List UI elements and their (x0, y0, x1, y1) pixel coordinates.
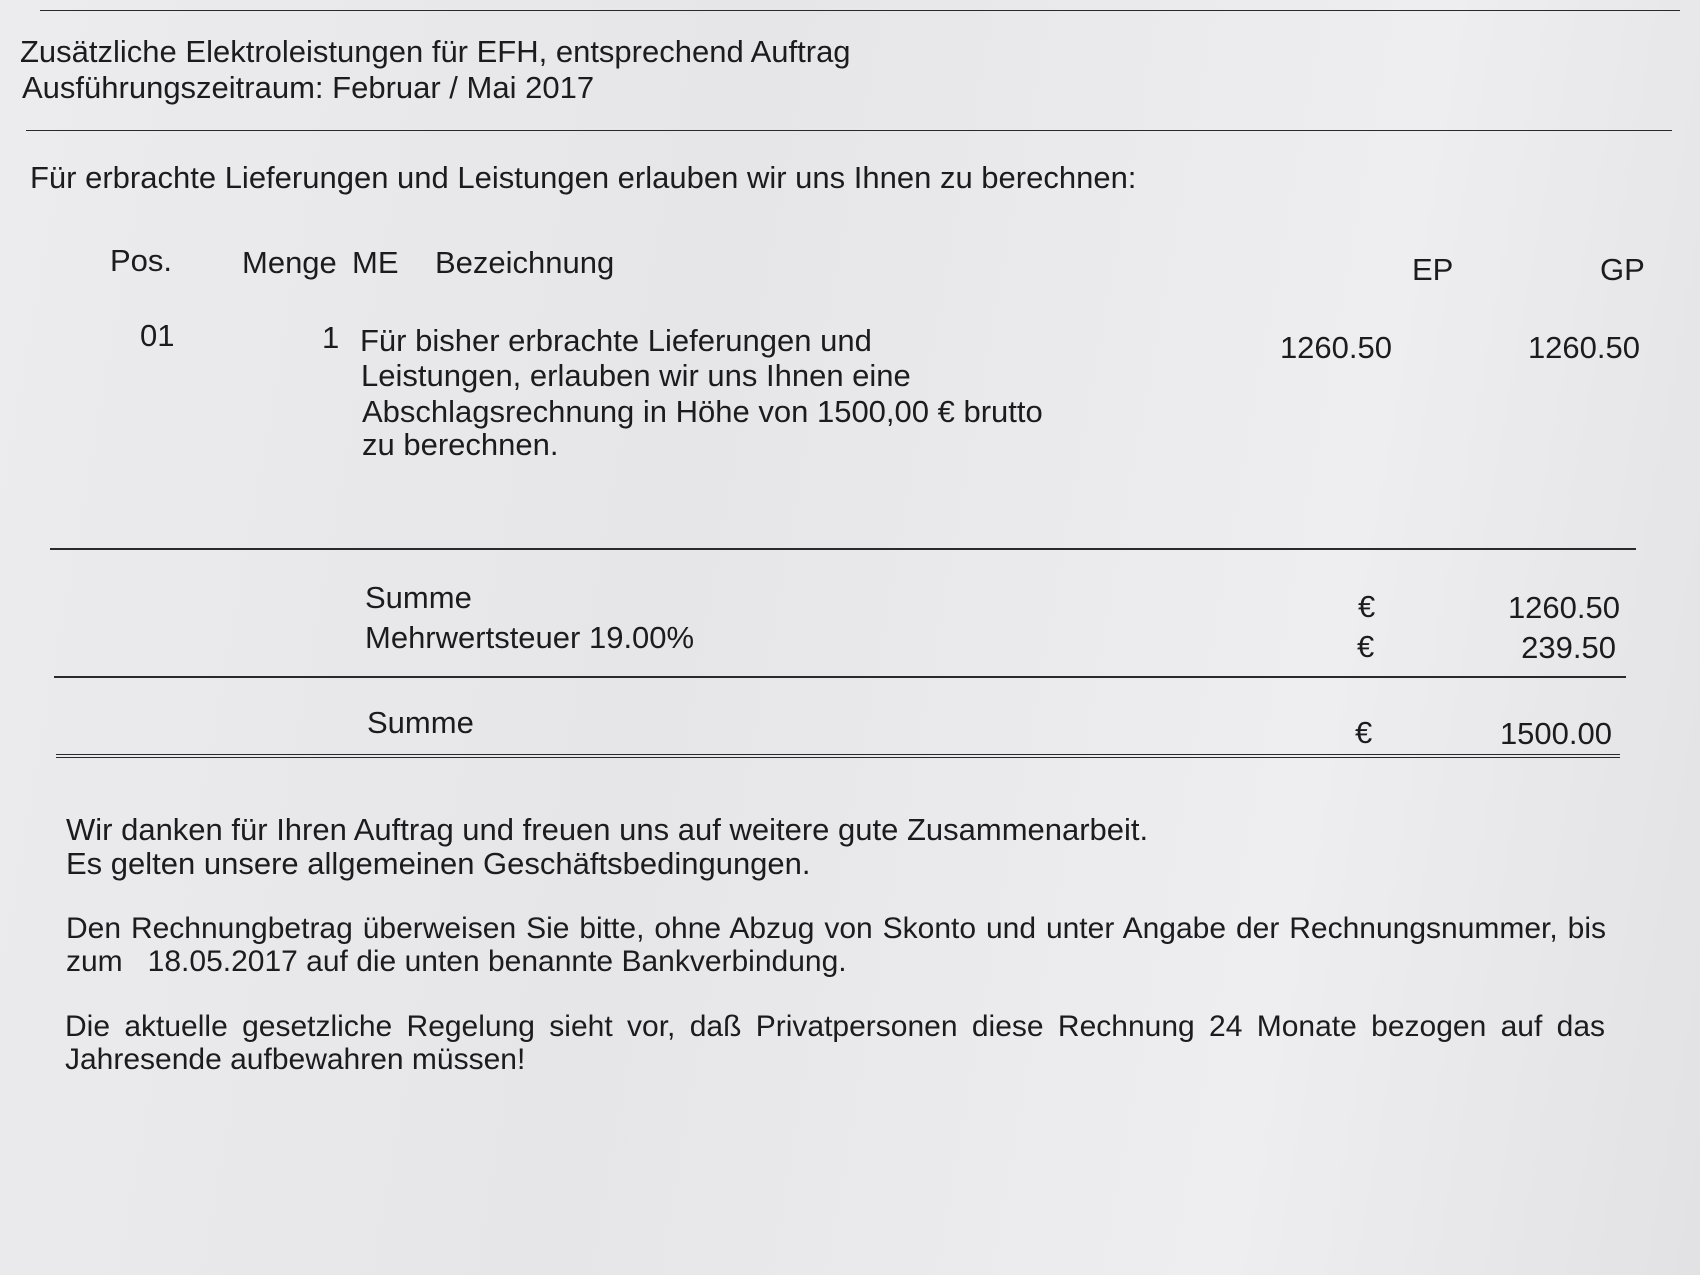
totals-divider (54, 676, 1626, 678)
item-pos: 01 (140, 318, 175, 353)
gross-sum-label: Summe (367, 705, 474, 740)
table-divider (50, 548, 1636, 550)
payment-instructions: Den Rechnungbetrag überweisen Sie bitte, ohne Abzug von Skonto und unter Angabe der Rechnungsnummer, bis zum 18.05.2017 auf die unten benannte Bankverbindung. (66, 912, 1615, 978)
item-description-line: zu berechnen. (362, 427, 559, 462)
item-description-line: Abschlagsrechnung in Höhe von 1500,00 € brutto (362, 394, 1043, 429)
item-quantity: 1 (322, 320, 340, 355)
item-unit-price: 1260.50 (1279, 330, 1392, 365)
header-title: Zusätzliche Elektroleistungen für EFH, entsprechend Auftrag (20, 34, 851, 69)
top-edge-rule (40, 10, 1680, 11)
col-header-ep: EP (1412, 252, 1454, 287)
col-header-bezeichnung: Bezeichnung (435, 245, 615, 280)
vat-currency: € (1357, 629, 1375, 664)
col-header-me: ME (352, 245, 399, 280)
intro-text: Für erbrachte Lieferungen und Leistungen erlauben wir uns Ihnen zu berechnen: (30, 160, 1137, 195)
gross-sum-currency: € (1355, 715, 1373, 750)
col-header-pos: Pos. (110, 243, 173, 278)
thanks-text: Wir danken für Ihren Auftrag und freuen uns auf weitere gute Zusammenarbeit. (66, 812, 1149, 847)
gross-sum-value: 1500.00 (1499, 716, 1612, 751)
item-description-line: Für bisher erbrachte Lieferungen und (360, 323, 872, 358)
header-divider (26, 130, 1672, 131)
terms-text: Es gelten unsere allgemeinen Geschäftsbedingungen. (66, 846, 811, 881)
item-total-price: 1260.50 (1527, 330, 1640, 365)
vat-label: Mehrwertsteuer 19.00% (365, 620, 695, 655)
net-sum-currency: € (1358, 589, 1376, 624)
retention-notice: Die aktuelle gesetzliche Regelung sieht vor, daß Privatpersonen diese Rechnung 24 Monate bezogen auf das Jahresende aufbewahren müssen! (65, 1010, 1605, 1076)
total-double-rule (56, 754, 1620, 762)
item-description-line: Leistungen, erlauben wir uns Ihnen eine (361, 358, 911, 393)
vat-value: 239.50 (1521, 630, 1616, 665)
net-sum-label: Summe (365, 580, 472, 615)
execution-period: Ausführungszeitraum: Februar / Mai 2017 (22, 70, 595, 105)
col-header-menge: Menge (242, 245, 337, 280)
col-header-gp: GP (1600, 252, 1645, 287)
net-sum-value: 1260.50 (1507, 590, 1620, 625)
